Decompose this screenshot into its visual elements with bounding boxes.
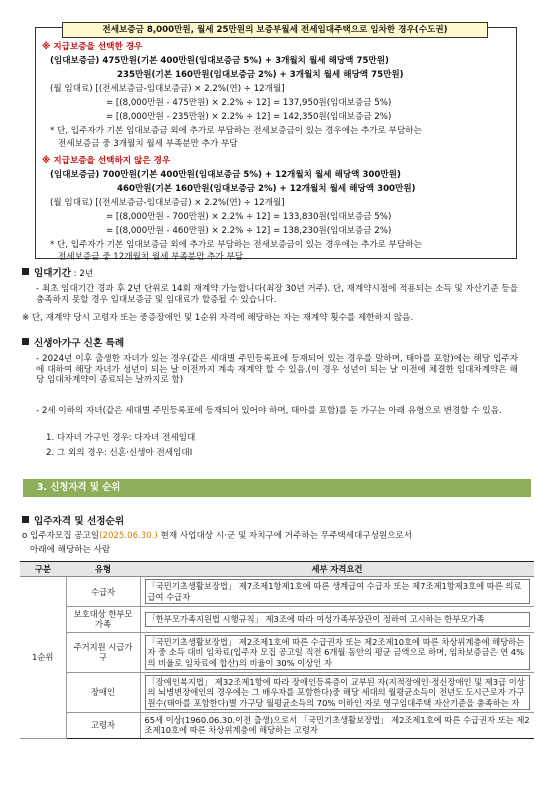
table-row bbox=[20, 607, 534, 633]
lease-paragraph-1: - 최초 임대기간 경과 후 2년 단위로 14회 재계약 가능합니다(최장 30년 거주). 단, 재계약시점에 적용되는 소득 및 자산기준 등을 충족하지 못할 경우 임대보증금 및 임대료가 할증될 수 있습니다. bbox=[36, 284, 518, 305]
newlywed-paragraph-2: - 2세 이하의 자녀(같은 세대별 주민등록표에 등재되어 있어야 하며, 태아를 포함)를 둔 가구는 아래 유형으로 변경할 수 있음. bbox=[36, 406, 502, 416]
lease-period-heading: 임대기간 : 2년 bbox=[22, 268, 93, 280]
case-a-rent-5pct: = [(8,000만원 - 475만원) × 2.2% ÷ 12] = 137,950원(임대보증금 5%) bbox=[106, 98, 392, 108]
case-a-rent-formula: (월 임대료) [(전세보증금-임대보증금) × 2.2%(연) ÷ 12개월] bbox=[50, 84, 285, 94]
case-a-heading: ※ 지급보증을 선택한 경우 bbox=[42, 42, 143, 52]
table-row bbox=[20, 672, 534, 712]
newlywed-item-1: 1. 다자녀 가구인 경우: 다자녀 전세임대 bbox=[46, 433, 196, 443]
case-a-note-2: 전세보증금 중 3개월치 월세 부족분만 추가 부담 bbox=[58, 139, 238, 149]
case-a-deposit-1: (임대보증금) 475만원(기본 400만원(임대보증금 5%) + 3개월치 월세 해당액 75만원) bbox=[50, 56, 389, 66]
type-cell: 장애인 bbox=[66, 672, 140, 712]
type-cell: 주거지원 시급가구 bbox=[66, 632, 140, 672]
table-row bbox=[20, 577, 534, 607]
newlywed-item-2: 2. 그 외의 경우: 신혼·신생아 전세임대Ⅰ bbox=[46, 448, 193, 458]
case-b-rent-5pct: = [(8,000만원 - 700만원) × 2.2% ÷ 12] = 133,830원(임대보증금 5%) bbox=[106, 212, 392, 222]
case-b-note-2: 전세보증금 중 12개월치 월세 부족분만 추가 부담 bbox=[58, 252, 244, 262]
requirement-cell: 「장애인복지법」 제32조제1항에 따라 장애인등록증이 교부된 자(지적장애인·정신장애인 및 제3급 이상의 뇌병변장애인의 경우에는 그 배우자를 포함한다)중 해당 세대의 월평균소득이 전년도 도시근로자 가구원수(태아를 포함한다)별 가구당 월평균소득의 70% 이하인 자로 영구임대주택 자산기준을 충족하는 자 bbox=[140, 672, 534, 712]
case-b-note-1: * 단, 입주자가 기본 임대보증금 외에 추가로 부담하는 전세보증금이 있는 경우에는 추가로 부담하는 bbox=[50, 240, 422, 250]
rank-cell: 1순위 bbox=[20, 577, 66, 738]
table-header-row bbox=[20, 562, 534, 577]
square-bullet-icon bbox=[22, 516, 29, 523]
example-title-banner: 전세보증금 8,000만원, 월세 25만원의 보증부월세 전세임대주택으로 임차한 경우(수도권) bbox=[62, 22, 488, 38]
section-3-banner: 3. 신청자격 및 순위 bbox=[23, 479, 531, 497]
eligibility-intro-cont: 아래에 해당하는 사람 bbox=[30, 545, 111, 555]
case-b-deposit-2: 460만원(기본 160만원(임대보증금 2%) + 12개월치 월세 해당액 300만원) bbox=[117, 184, 416, 194]
newlywed-paragraph-1: - 2024년 이후 출생한 자녀가 있는 경우(같은 세대별 주민등록표에 등재되어 있는 경우를 말하며, 태아를 포함)에는 해당 입주자에 대하여 해당 자녀가 성년이 되는 날 이전까지 계속 재계약 할 수 있음.(이 경우 성년이 되는 날 이전에 체결한 임대차계약은 해당 임대차계약이 종료되는 날까지로 함) bbox=[36, 354, 518, 386]
eligibility-table bbox=[20, 561, 534, 739]
col-header-type: 유형 bbox=[66, 562, 140, 577]
case-b-deposit-1: (임대보증금) 700만원(기본 400만원(임대보증금 5%) + 12개월치 월세 해당액 300만원) bbox=[50, 170, 401, 180]
type-cell: 고령자 bbox=[66, 712, 140, 738]
case-a-note-1: * 단, 입주자가 기본 임대보증금 외에 추가로 부담하는 전세보증금이 있는 경우에는 추가로 부담하는 bbox=[50, 126, 422, 136]
requirement-cell: 「국민기초생활보장법」 제7조제1항제1호에 따른 생계급여 수급자 또는 제7조제1항제3호에 따른 의료급여 수급자 bbox=[140, 577, 534, 607]
col-header-rank: 구분 bbox=[20, 562, 66, 577]
eligibility-intro: o 입주자모집 공고일(2025.06.30.) 현재 사업대상 시·군 및 자치구에 거주하는 무주택세대구성원으로서 bbox=[22, 531, 413, 541]
case-a-rent-2pct: = [(8,000만원 - 235만원) × 2.2% ÷ 12] = 142,350원(임대보증금 2%) bbox=[106, 112, 392, 122]
lease-paragraph-2: ※ 단, 재계약 당시 고령자 또는 중증장애인 및 1순위 자격에 해당하는 자는 재계약 횟수를 제한하지 않음. bbox=[22, 313, 414, 323]
square-bullet-icon bbox=[22, 268, 29, 275]
eligibility-heading: 입주자격 및 선정순위 bbox=[22, 516, 124, 528]
square-bullet-icon bbox=[22, 338, 29, 345]
case-a-deposit-2: 235만원(기본 160만원(임대보증금 2%) + 3개월치 월세 해당액 75만원) bbox=[117, 70, 404, 80]
case-b-heading: ※ 지급보증을 선택하지 않은 경우 bbox=[42, 156, 171, 166]
requirement-cell: 65세 이상(1960.06.30.이전 출생)으로서 「국민기초생활보장법」 제2조제1호에 따른 수급권자 또는 제2조제10호에 따른 차상위계층에 해당하는 고령자 bbox=[140, 712, 534, 738]
table-row bbox=[20, 712, 534, 738]
table-row bbox=[20, 632, 534, 672]
col-header-requirements: 세부 자격요건 bbox=[140, 562, 534, 577]
requirement-cell: 「한부모가족지원법 시행규칙」 제3조에 따라 여성가족부장관이 정하여 고시하는 한부모가족 bbox=[140, 607, 534, 633]
type-cell: 수급자 bbox=[66, 577, 140, 607]
requirement-cell: 「국민기초생활보장법」 제2조제1호에 따른 수급권자 또는 제2조제10호에 따른 차상위계층에 해당하는 자 중 소득 대비 임차료(입주자 모집 공고일 직전 6개월 동안의 평균 금액으로 하며, 임차보증금은 연 4%의 비율로 임차료에 합산)의 비율이 30% 이상인 자 bbox=[140, 632, 534, 672]
newlywed-heading: 신생아가구 신혼 특례 bbox=[22, 338, 124, 350]
case-b-rent-formula: (월 임대료) [(전세보증금-임대보증금) × 2.2%(연) ÷ 12개월] bbox=[50, 198, 285, 208]
type-cell: 보호대상 한부모가족 bbox=[66, 607, 140, 633]
case-b-rent-2pct: = [(8,000만원 - 460만원) × 2.2% ÷ 12] = 138,230원(임대보증금 2%) bbox=[106, 226, 392, 236]
announcement-date: (2025.06.30.) bbox=[99, 531, 158, 541]
